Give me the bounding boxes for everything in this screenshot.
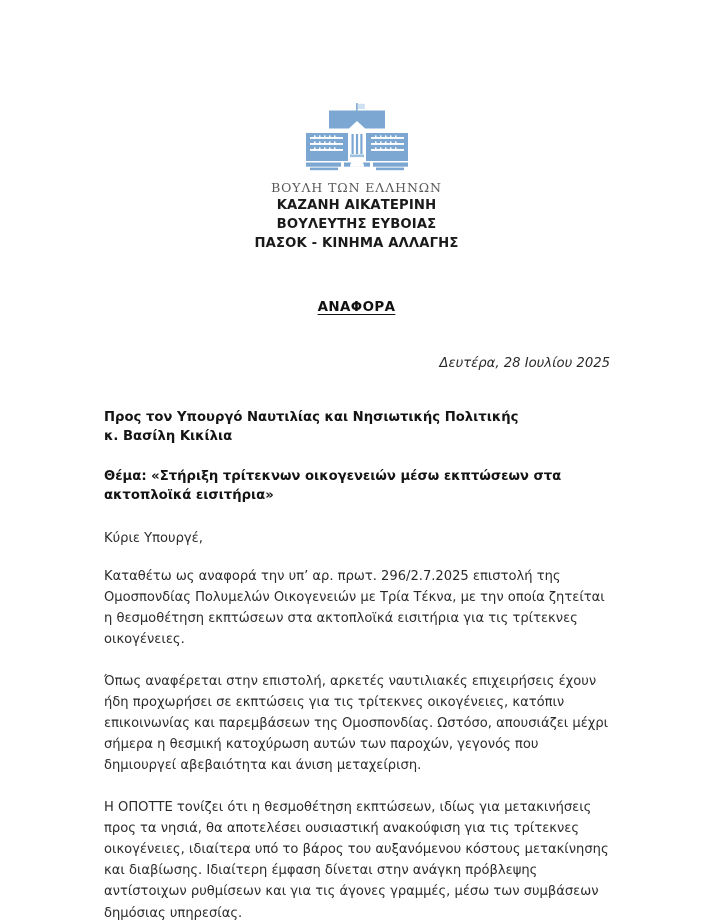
document-date: Δευτέρα, 28 Ιουλίου 2025 [439,355,610,371]
body-paragraph: Η ΟΠΟΤΤΕ τονίζει ότι η θεσμοθέτηση εκπτώσεων, ιδίως για μετακινήσεις προς τα νησιά, θα αποτελέσει ουσιαστική ανακούφιση για τις τρίτεκνες οικογένειες, ιδιαίτερα υπό το βάρος του αυξανόμενου κόστους μετακίνησης και διαβίωσης. Ιδιαίτερη έμφαση δίνεται στην ανάγκη πρόβλεψης αντίστοιχων ρυθμίσεων και για τις άγονες γραμμές, μέσω των συμβάσεων δημόσιας υπηρεσίας. [104,799,609,921]
mp-party: ΠΑΣΟΚ - ΚΙΝΗΜΑ ΑΛΛΑΓΗΣ [254,236,459,252]
page-title: ΑΝΑΦΟΡΑ [317,299,396,315]
body-paragraph: Καταθέτω ως αναφορά την υπ’ αρ. πρωτ. 296/2.7.2025 επιστολή της Ομοσπονδίας Πολυμελών Οικογενειών με Τρία Τέκνα, με την οποία ζητείται η θεσμοθέτηση εκπτώσεων στα ακτοπλοϊκά εισιτήρια για τις τρίτεκνες οικογένειες. [104,568,605,648]
letterhead [0,0,713,254]
document-body [0,409,713,924]
body-paragraph: Όπως αναφέρεται στην επιστολή, αρκετές ναυτιλιακές επιχειρήσεις έχουν ήδη προχωρήσει σε εκπτώσεις για τις τρίτεκνες οικογένειες, κατόπιν επικοινωνίας και παρεμβάσεων της Ομοσπονδίας. Ωστόσο, απουσιάζει μέχρι σήμερα η θεσμική κατοχύρωση αυτών των παροχών, γεγονός που δημιουργεί αβεβαιότητα και άνιση μεταχείριση. [104,673,609,774]
salutation: Κύριε Υπουργέ, [104,530,203,546]
subject-line: Θέμα: «Στήριξη τρίτεκνων οικογενειών μέσω εκπτώσεων στα ακτοπλοϊκά εισιτήρια» [104,469,562,504]
document-title-container [0,296,713,315]
recipient-line-2: κ. Βασίλη Κικίλια [104,428,233,444]
hellenic-parliament-building-icon [296,103,418,175]
recipient-block [104,409,610,446]
mp-name: ΚΑΖΑΝΗ ΑΙΚΑΤΕΡΙΝΗ [276,197,437,213]
mp-role: ΒΟΥΛΕΥΤΗΣ ΕΥΒΟΙΑΣ [276,217,437,233]
institution-name: ΒΟΥΛΗ ΤΩΝ ΕΛΛΗΝΩΝ [271,180,442,195]
recipient-line-1: Προς τον Υπουργό Ναυτιλίας και Νησιωτικής Πολιτικής [104,409,519,425]
